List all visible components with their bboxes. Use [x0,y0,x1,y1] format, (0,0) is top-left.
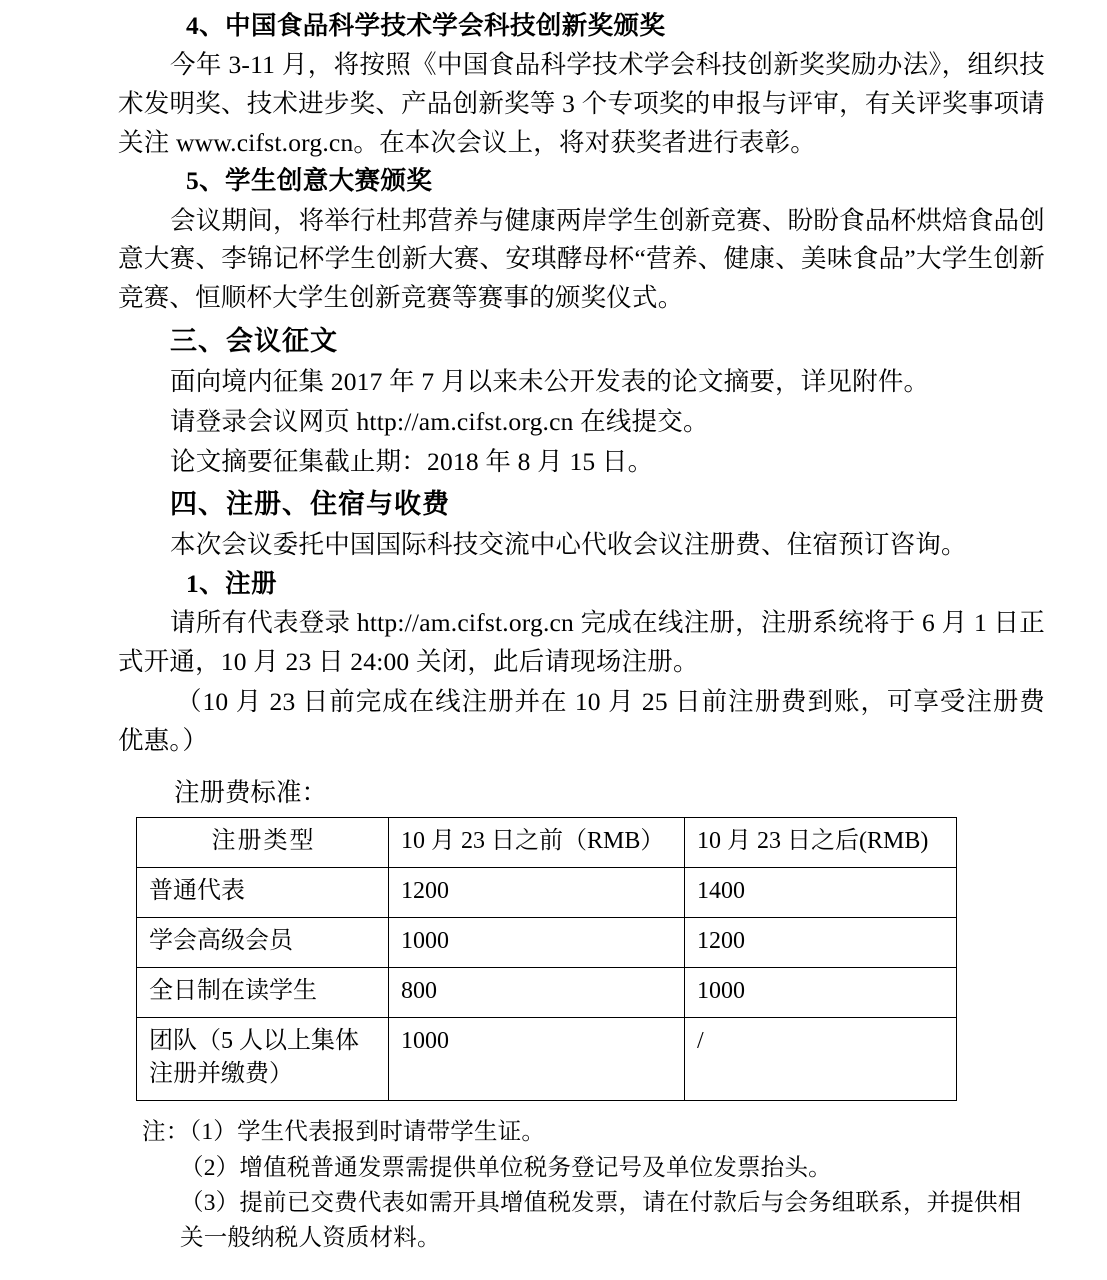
table-header-cell-before: 10 月 23 日之前（RMB） [389,817,685,867]
note-prepaid-invoice: （3）提前已交费代表如需开具增值税发票，请在付款后与会务组联系，并提供相关一般纳税人资质材料。 [180,1189,1022,1252]
table-header-cell-after: 10 月 23 日之后(RMB) [685,817,957,867]
paragraph-registration-discount: （10 月 23 日前完成在线注册并在 10 月 25 日前注册费到账，可享受注册费优惠。） [118,686,1045,755]
table-cell-before: 800 [389,967,685,1017]
table-cell-after: 1000 [685,967,957,1017]
paragraph-award-ceremony: 今年 3-11 月，将按照《中国食品科学技术学会科技创新奖奖励办法》，组织技术发明奖、技术进步奖、产品创新奖等 3 个专项奖的申报与评审，有关评奖事项请关注 www.cifst.org.cn。在本次会议上，将对获奖者进行表彰。 [118,50,1045,157]
table-cell-before: 1000 [389,1018,685,1101]
table-cell-type: 团队（5 人以上集体注册并缴费） [137,1018,389,1101]
paragraph-cfp-scope: 面向境内征集 2017 年 7 月以来未公开发表的论文摘要，详见附件。 [170,367,930,397]
paragraph-registration-agency: 本次会议委托中国国际科技交流中心代收会议注册费、住宿预订咨询。 [170,530,967,560]
table-cell-after: 1400 [685,867,957,917]
table-cell-after: 1200 [685,917,957,967]
table-cell-before: 1000 [389,917,685,967]
table-cell-after: / [685,1018,957,1101]
heading-award-ceremony: 4、中国食品科学技术学会科技创新奖颁奖 [186,11,666,40]
table-cell-type: 普通代表 [137,867,389,917]
table-cell-type: 全日制在读学生 [137,967,389,1017]
heading-registration-accommodation: 四、注册、住宿与收费 [170,489,450,520]
table-cell-type: 学会高级会员 [137,917,389,967]
fee-table-caption: 注册费标准： [174,778,328,808]
paragraph-student-contest: 会议期间，将举行杜邦营养与健康两岸学生创新竞赛、盼盼食品杯烘焙食品创意大赛、李锦记杯学生创新大赛、安琪酵母杯“营养、健康、美味食品”大学生创新竞赛、恒顺杯大学生创新竞赛等赛事的颁奖仪式。 [118,205,1045,313]
heading-registration: 1、注册 [186,569,277,599]
heading-call-for-papers: 三、会议征文 [170,325,338,356]
table-row [137,1018,957,1101]
fee-table [136,817,957,1102]
paragraph-cfp-submit: 请登录会议网页 http://am.cifst.org.cn 在线提交。 [170,406,709,436]
table-header-cell-type: 注册类型 [137,817,389,867]
table-cell-before: 1200 [389,867,685,917]
table-row [137,917,957,967]
table-row [137,967,957,1017]
note-vat-invoice: （2）增值税普通发票需提供单位税务登记号及单位发票抬头。 [180,1154,832,1181]
heading-student-contest: 5、学生创意大赛颁奖 [186,166,433,196]
table-header-row [137,817,957,867]
paragraph-cfp-deadline: 论文摘要征集截止期：2018 年 8 月 15 日。 [170,446,654,476]
table-row [137,867,957,917]
paragraph-registration-online: 请所有代表登录 http://am.cifst.org.cn 完成在线注册，注册系统将于 6 月 1 日正式开通，10 月 23 日 24:00 关闭，此后请现场注册。 [118,608,1045,677]
note-student-id: 注：（1）学生代表报到时请带学生证。 [142,1119,546,1146]
